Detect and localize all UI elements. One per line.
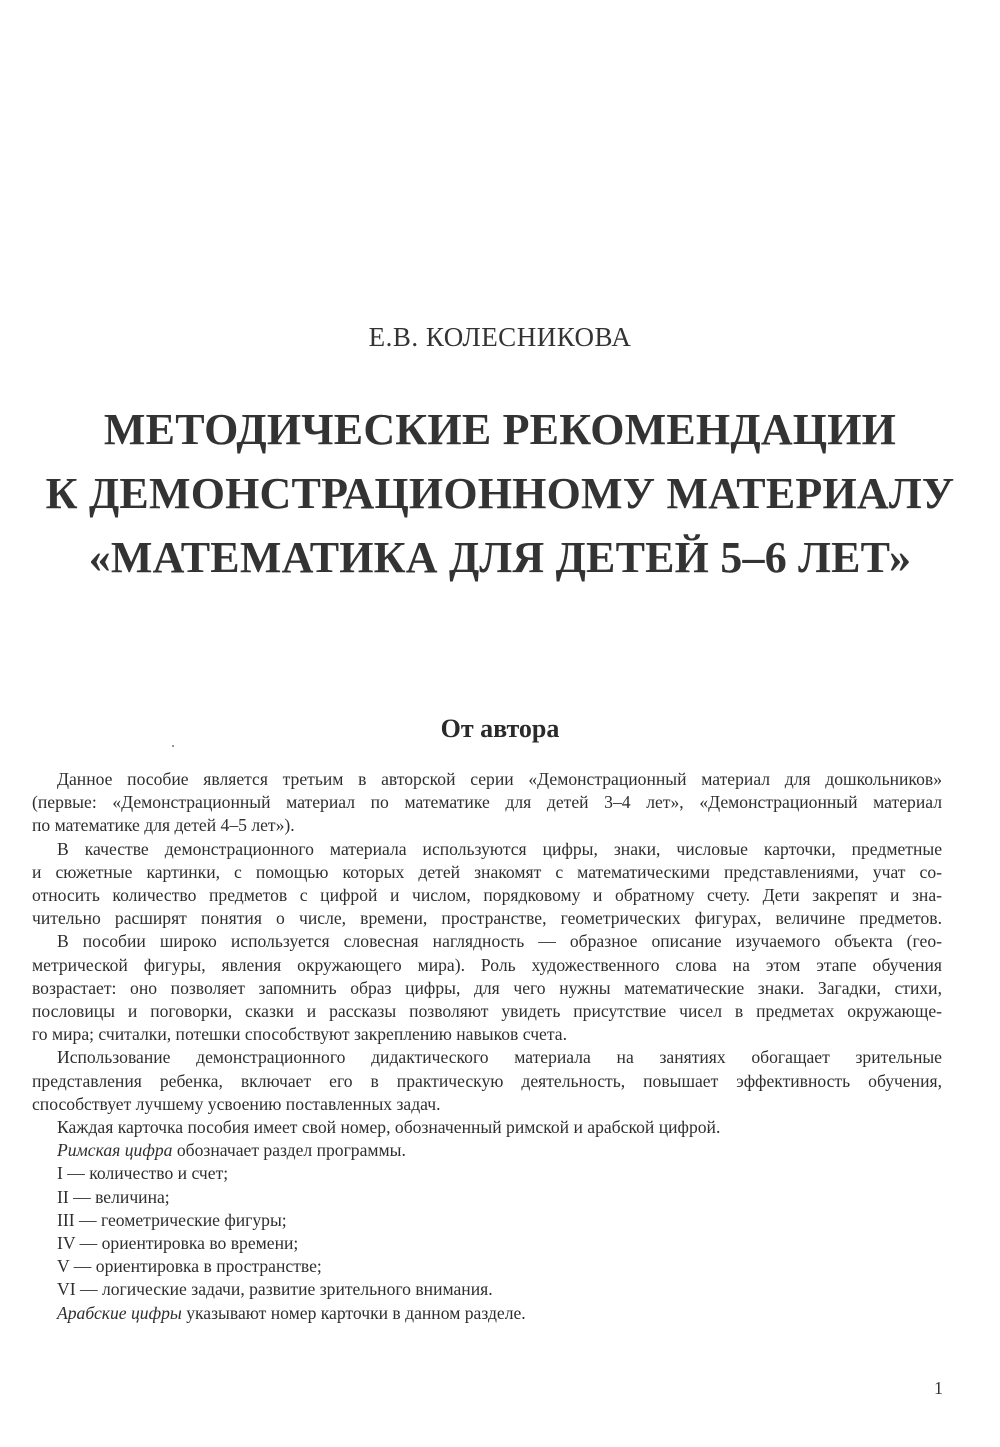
list-item: V — ориентировка в пространстве; bbox=[57, 1256, 322, 1277]
paragraph-line: возрастает: оно позволяет запомнить образ цифры, для чего нужны математические знаки. Загадки, стихи, bbox=[32, 977, 942, 998]
scan-speck bbox=[172, 745, 174, 747]
page-number: 1 bbox=[934, 1378, 943, 1398]
title-line: К ДЕМОНСТРАЦИОННОМУ МАТЕРИАЛУ bbox=[45, 469, 955, 518]
paragraph-line: относить количество предметов с цифрой и числом, порядковому и обратному счету. Дети закрепят и зна- bbox=[32, 885, 942, 906]
body-text bbox=[32, 768, 942, 1325]
section-heading: От автора bbox=[440, 714, 560, 743]
list-item: II — величина; bbox=[57, 1186, 170, 1207]
paragraph-line: Данное пособие является третьим в авторской серии «Демонстрационный материал для дошкольников» bbox=[57, 769, 942, 789]
paragraph-line: по математике для детей 4–5 лет»). bbox=[32, 815, 295, 836]
title-line: «МАТЕМАТИКА ДЛЯ ДЕТЕЙ 5–6 ЛЕТ» bbox=[88, 533, 912, 582]
paragraph-line: (первые: «Демонстрационный материал по математике для детей 3–4 лет», «Демонстрационный материал bbox=[32, 792, 942, 813]
paragraph-line bbox=[32, 1302, 942, 1325]
paragraph-line: В качестве демонстрационного материала используются цифры, знаки, числовые карточки, предметные bbox=[57, 838, 942, 859]
paragraph-text: обозначает раздел программы. bbox=[172, 1140, 406, 1161]
paragraph-line: чительно расширят понятия о числе, времени, пространстве, геометрических фигурах, величине предметов. bbox=[32, 908, 942, 929]
document-title bbox=[0, 398, 1000, 590]
paragraph-line: представления ребенка, включает его в практическую деятельность, повышает эффективность обучения, bbox=[32, 1070, 942, 1091]
paragraph-line: Каждая карточка пособия имеет свой номер, обозначенный римской и арабской цифрой. bbox=[57, 1117, 721, 1138]
paragraph-line: В пособии широко используется словесная наглядность — образное описание изучаемого объекта (гео- bbox=[57, 931, 942, 952]
list-item: III — геометрические фигуры; bbox=[57, 1209, 287, 1230]
paragraph-line: Использование демонстрационного дидактического материала на занятиях обогащает зрительные bbox=[57, 1047, 942, 1068]
paragraph-line: и сюжетные картинки, с помощью которых детей знакомят с математическими представлениями, учат со- bbox=[32, 861, 942, 882]
list-item: IV — ориентировка во времени; bbox=[57, 1233, 299, 1254]
paragraph-line: способствует лучшему усвоению поставленных задач. bbox=[32, 1093, 441, 1114]
paragraph-line: го мира; считалки, потешки способствуют закреплению навыков счета. bbox=[32, 1024, 567, 1045]
list-item: VI — логические задачи, развитие зрительного внимания. bbox=[57, 1279, 493, 1300]
paragraph-line: метрической фигуры, явления окружающего мира). Роль художественного слова на этом этапе обучения bbox=[32, 954, 942, 975]
paragraph-text: указывают номер карточки в данном разделе. bbox=[181, 1302, 526, 1323]
list-item: I — количество и счет; bbox=[57, 1163, 229, 1184]
title-line: МЕТОДИЧЕСКИЕ РЕКОМЕНДАЦИИ bbox=[103, 405, 897, 454]
italic-term: Римская цифра bbox=[57, 1140, 173, 1161]
paragraph-line bbox=[32, 1139, 942, 1162]
paragraph-line: пословицы и поговорки, сказки и рассказы позволяют увидеть присутствие чисел в предметах окружающе- bbox=[32, 1001, 942, 1022]
author-name: Е.В. КОЛЕСНИКОВА bbox=[368, 322, 632, 352]
italic-term: Арабские цифры bbox=[57, 1302, 182, 1323]
